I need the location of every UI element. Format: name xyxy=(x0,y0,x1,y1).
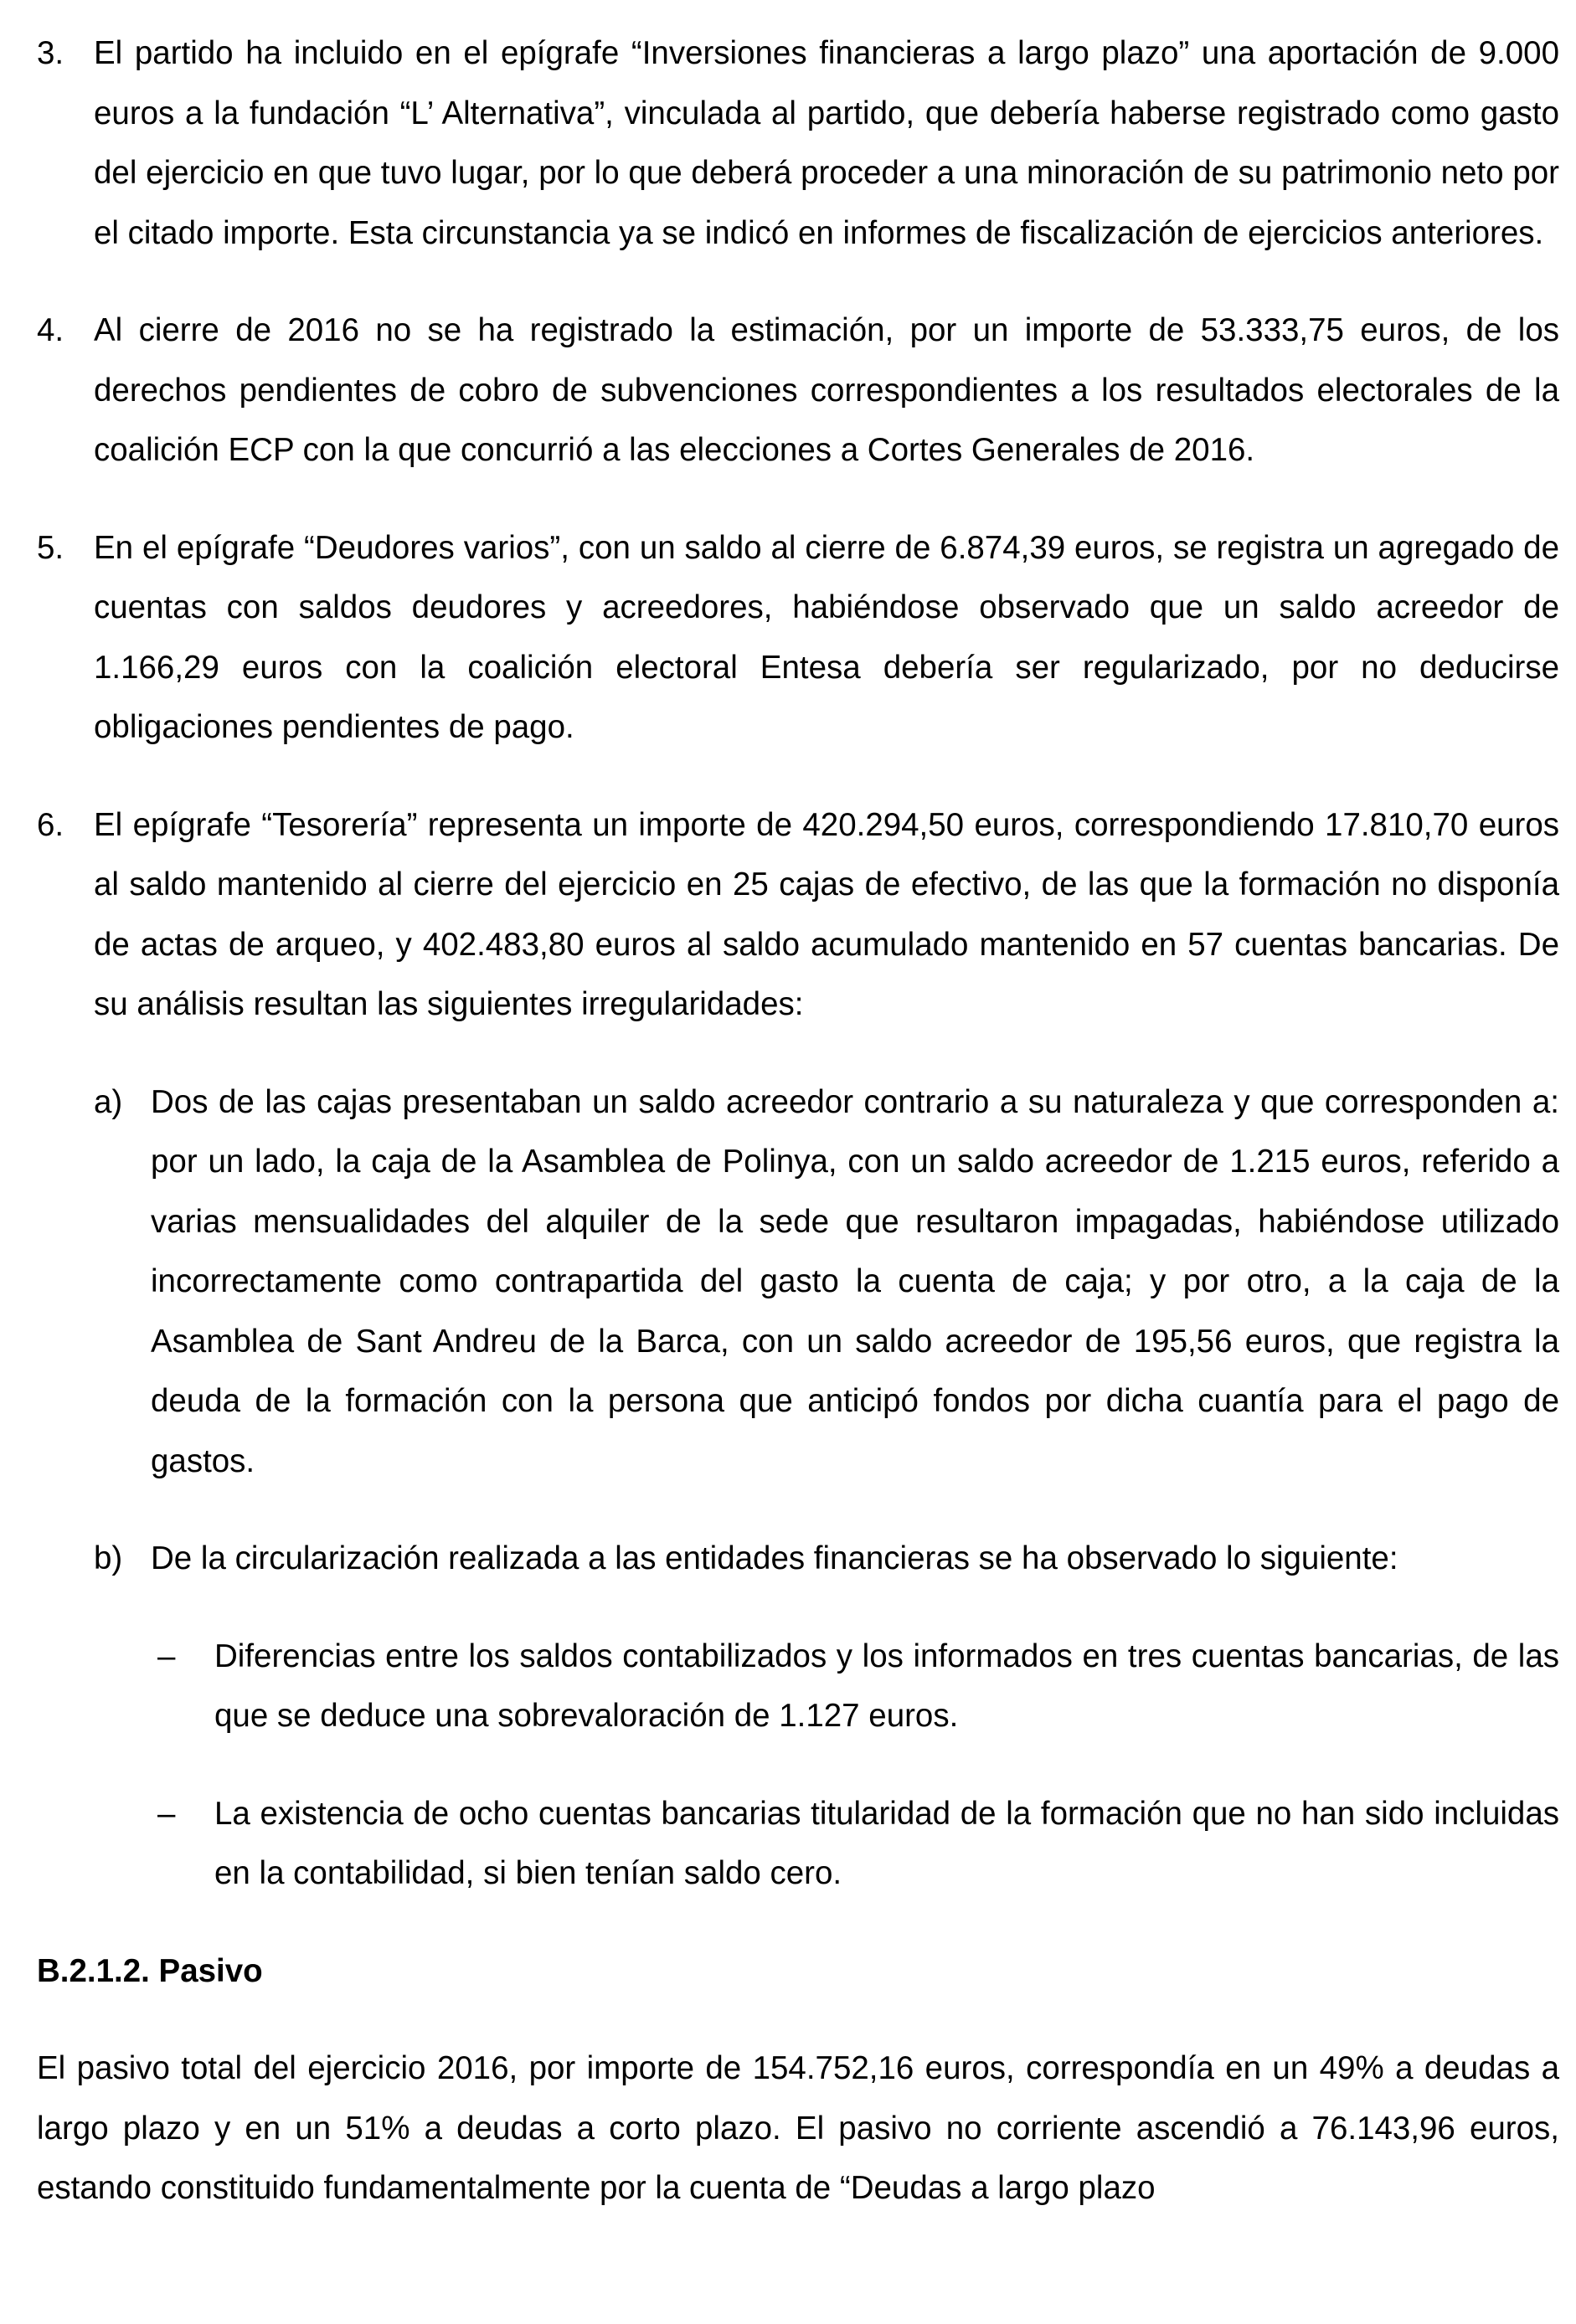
list-item-4 xyxy=(37,301,1559,481)
list-item-number: 3. xyxy=(37,35,64,71)
list-item-text: En el epígrafe “Deudores varios”, con un saldo al cierre de 6.874,39 euros, se registra un agregado de cuentas con saldos deudores y acreedores, habiéndose observado que un saldo acreedor de 1.166,29 euros con la coalición electoral Entesa debería ser regularizado, por no deducirse obligaciones pendientes de pago. xyxy=(94,529,1559,745)
list-item-text: El epígrafe “Tesorería” representa un importe de 420.294,50 euros, correspondiendo 17.810,70 euros al saldo mantenido al cierre del ejercicio en 25 cajas de efectivo, de las que la formación no disponía de actas de arqueo, y 402.483,80 euros al saldo acumulado mantenido en 57 cuentas bancarias. De su análisis resultan las siguientes irregularidades: xyxy=(94,806,1559,1022)
list-item-5 xyxy=(37,518,1559,758)
section-heading: B.2.1.2. Pasivo xyxy=(37,1952,263,1989)
sub-item-letter: a) xyxy=(94,1083,123,1120)
bullet-item-text: Diferencias entre los saldos contabilizados y los informados en tres cuentas bancarias, de las que se deduce una sobrevaloración de 1.127 euros. xyxy=(214,1638,1559,1734)
bullet-item-text: La existencia de ocho cuentas bancarias titularidad de la formación que no han sido incluidas en la contabilidad, si bien tenían saldo cero. xyxy=(214,1795,1559,1891)
sub-item-letter: b) xyxy=(94,1540,123,1576)
list-item-text: El partido ha incluido en el epígrafe “Inversiones financieras a largo plazo” una aportación de 9.000 euros a la fundación “L’ Alternativa”, vinculada al partido, que debería haberse registrado como gasto del ejercicio en que tuvo lugar, por lo que deberá proceder a una minoración de su patrimonio neto por el citado importe. Esta circunstancia ya se indicó en informes de fiscalización de ejercicios anteriores. xyxy=(94,35,1559,251)
sub-item-text: Dos de las cajas presentaban un saldo acreedor contrario a su naturaleza y que corresponden a: por un lado, la caja de la Asamblea de Polinya, con un saldo acreedor de 1.215 euros, referido a varias mensualidades del alquiler de la sede que resultaron impagadas, habiéndose utilizado incorrectamente como contrapartida del gasto la cuenta de caja; y por otro, a la caja de la Asamblea de Sant Andreu de la Barca, con un saldo acreedor de 195,56 euros, que registra la deuda de la formación con la persona que anticipó fondos por dicha cuantía para el pago de gastos. xyxy=(151,1083,1559,1479)
body-paragraph: El pasivo total del ejercicio 2016, por importe de 154.752,16 euros, correspondía en un 49% a deudas a largo plazo y en un 51% a deudas a corto plazo. El pasivo no corriente ascendió a 76.143,96 euros, estando constituido fundamentalmente por la cuenta de “Deudas a largo plazo xyxy=(37,2050,1559,2206)
list-item-number: 6. xyxy=(37,806,64,843)
list-item-text: Al cierre de 2016 no se ha registrado la estimación, por un importe de 53.333,75 euros, de los derechos pendientes de cobro de subvenciones correspondientes a los resultados electorales de la coalición ECP con la que concurrió a las elecciones a Cortes Generales de 2016. xyxy=(94,312,1559,468)
dash-bullet-icon: – xyxy=(157,1638,176,1674)
list-item-3 xyxy=(37,23,1559,263)
bullet-item-2 xyxy=(37,1784,1559,1904)
list-item-6 xyxy=(37,795,1559,1035)
sub-item-a xyxy=(37,1072,1559,1492)
document-page xyxy=(37,23,1559,2219)
bullet-item-1 xyxy=(37,1627,1559,1746)
sub-item-b xyxy=(37,1529,1559,1589)
sub-item-text: De la circularización realizada a las entidades financieras se ha observado lo siguiente: xyxy=(151,1540,1398,1576)
list-item-number: 4. xyxy=(37,312,64,348)
list-item-number: 5. xyxy=(37,529,64,566)
dash-bullet-icon: – xyxy=(157,1795,176,1832)
